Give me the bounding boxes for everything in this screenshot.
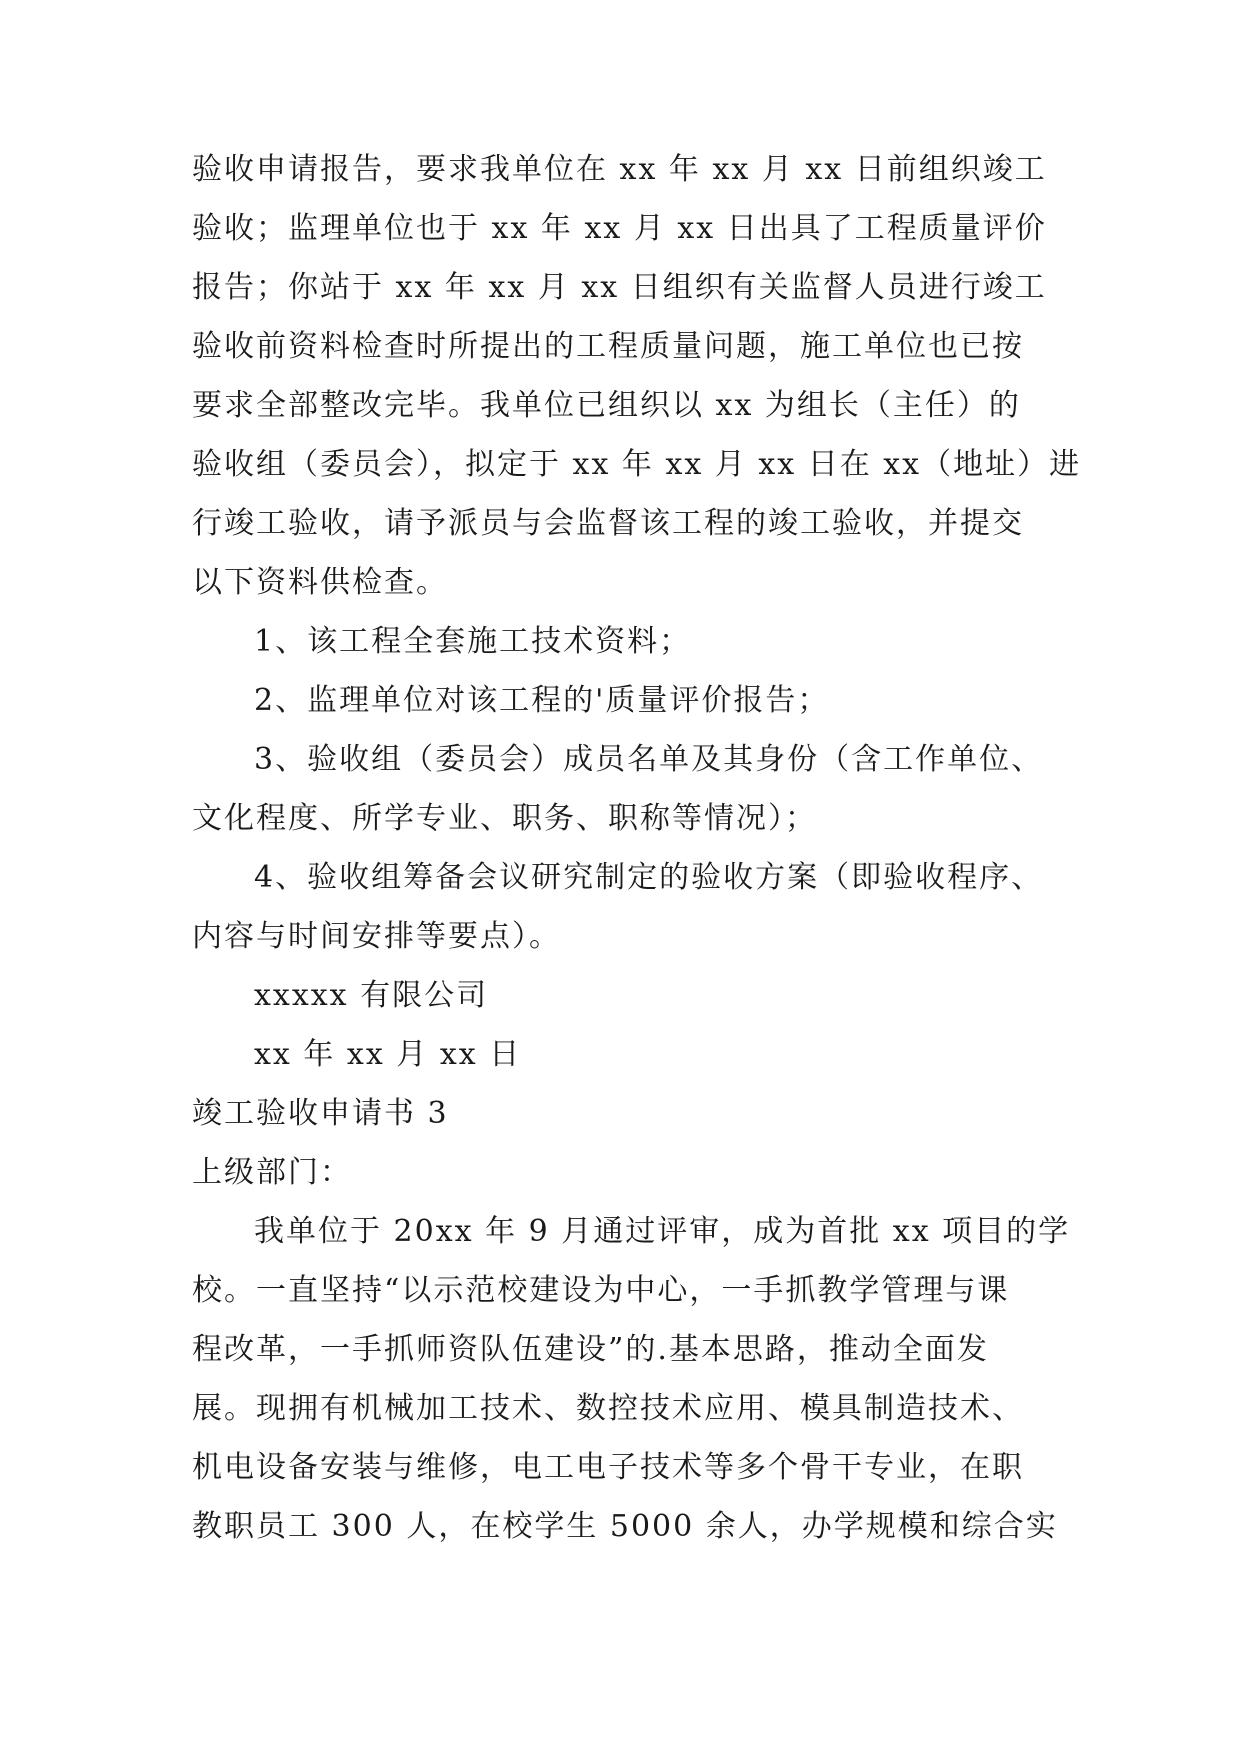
text-line: 要求全部整改完毕。我单位已组织以 xx 为组长（主任）的 xyxy=(192,388,1021,423)
text-line: 内容与时间安排等要点）。 xyxy=(192,919,561,954)
text-line: 验收；监理单位也于 xx 年 xx 月 xx 日出具了工程质量评价 xyxy=(192,211,1047,246)
text-line: 我单位于 20xx 年 9 月通过评审，成为首批 xx 项目的学 xyxy=(254,1214,1071,1249)
text-line: 程改革，一手抓师资队伍建设”的.基本思路，推动全面发 xyxy=(192,1332,989,1367)
text-line: 教职员工 300 人，在校学生 5000 余人，办学规模和综合实 xyxy=(192,1509,1058,1544)
text-line: 展。现拥有机械加工技术、数控技术应用、模具制造技术、 xyxy=(192,1391,1024,1426)
signature-date: xx 年 xx 月 xx 日 xyxy=(254,1037,522,1072)
list-item: 3、验收组（委员会）成员名单及其身份（含工作单位、 xyxy=(254,742,1044,777)
section-title: 竣工验收申请书 3 xyxy=(192,1096,449,1131)
salutation: 上级部门： xyxy=(192,1155,352,1190)
text-line: 验收申请报告，要求我单位在 xx 年 xx 月 xx 日前组织竣工 xyxy=(192,152,1047,187)
text-line: 验收组（委员会），拟定于 xx 年 xx 月 xx 日在 xx（地址）进 xyxy=(192,447,1082,482)
text-line: 校。一直坚持“以示范校建设为中心，一手抓教学管理与课 xyxy=(192,1273,1010,1308)
text-line: 文化程度、所学专业、职务、职称等情况）； xyxy=(192,801,817,836)
text-line: 以下资料供检查。 xyxy=(192,565,448,600)
list-item: 4、验收组筹备会议研究制定的验收方案（即验收程序、 xyxy=(254,860,1044,895)
text-line: 行竣工验收，请予派员与会监督该工程的竣工验收，并提交 xyxy=(192,506,1024,541)
signature-company: xxxxx 有限公司 xyxy=(254,978,489,1013)
text-line: 验收前资料检查时所提出的工程质量问题，施工单位也已按 xyxy=(192,329,1024,364)
list-item: 2、监理单位对该工程的'质量评价报告； xyxy=(254,683,830,718)
list-item: 1、该工程全套施工技术资料； xyxy=(254,624,692,659)
text-line: 机电设备安装与维修，电工电子技术等多个骨干专业，在职 xyxy=(192,1450,1024,1485)
text-line: 报告；你站于 xx 年 xx 月 xx 日组织有关监督人员进行竣工 xyxy=(192,270,1047,305)
